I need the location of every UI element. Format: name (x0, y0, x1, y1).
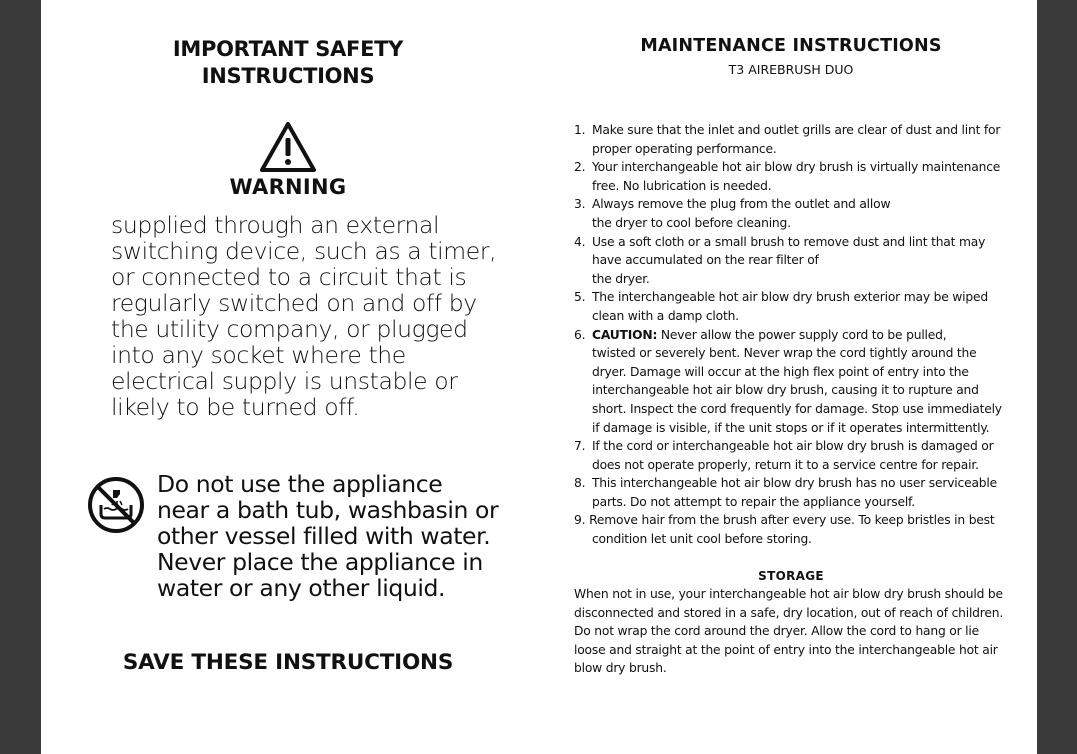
bath-text-line: Do not use the appliance (157, 470, 443, 498)
maintenance-steps-list (574, 121, 1004, 549)
maintenance-step (574, 195, 1004, 232)
step-number: 7. (574, 439, 586, 454)
step-text-line: dryer. Damage will occur at the high flex point of entry into the (592, 364, 969, 379)
maintenance-step (574, 158, 1004, 195)
step-text-line: have accumulated on the rear filter of (592, 253, 819, 268)
step-text-line: clean with a damp cloth. (592, 308, 739, 323)
storage-text-line: blow dry brush. (574, 661, 667, 676)
safety-title-line2: INSTRUCTIONS (201, 64, 375, 88)
storage-title: STORAGE (758, 569, 824, 583)
step-text-line: Use a soft cloth or a small brush to remove dust and lint that may (592, 234, 986, 249)
warning-text-line: likely to be turned off. (111, 393, 360, 421)
maintenance-step (574, 511, 1004, 548)
warning-text-line: into any socket where the (111, 341, 406, 369)
bath-text-line: water or any other liquid. (157, 574, 446, 602)
bath-text-line: Never place the appliance in (157, 548, 483, 576)
step-number: 1. (574, 123, 586, 137)
step-text-line: the dryer. (592, 271, 650, 286)
storage-text-line: loose and straight at the point of entry into the interchangeable hot air (574, 642, 998, 657)
storage-text-line: Do not wrap the cord around the dryer. Allow the cord to hang or lie (574, 624, 979, 639)
warning-text-line: switching device, such as a timer, (111, 237, 497, 265)
step-text-line: parts. Do not attempt to repair the appliance yourself. (592, 494, 915, 509)
step-text-line (592, 326, 1004, 345)
warning-label: WARNING (229, 175, 347, 199)
warning-text-line: regularly switched on and off by (111, 289, 477, 317)
caution-label: CAUTION: (592, 327, 658, 342)
bath-text-line: near a bath tub, washbasin or (157, 496, 499, 524)
step-text-line: condition let unit cool before storing. (592, 532, 812, 547)
step-text: Remove hair from the brush after every use. To keep bristles in best (589, 513, 995, 528)
manual-page-spread (41, 0, 1037, 754)
maintenance-step (574, 233, 1004, 289)
step-text-line: Make sure that the inlet and outlet grills are clear of dust and lint for (592, 123, 1001, 137)
maintenance-step (574, 474, 1004, 511)
step-text-line: short. Inspect the cord frequently for damage. Stop use immediately (592, 401, 1002, 416)
step-text-line: free. No lubrication is needed. (592, 178, 772, 193)
step-text-line (574, 511, 1004, 530)
save-instructions-title: SAVE THESE INSTRUCTIONS (122, 650, 454, 675)
caution-text: Never allow the power supply cord to be pulled, (657, 327, 947, 342)
step-text-line: Always remove the plug from the outlet and allow (592, 197, 891, 212)
step-text-line: twisted or severely bent. Never wrap the cord tightly around the (592, 346, 977, 361)
no-bath-water-icon (87, 476, 145, 534)
maintenance-step (574, 288, 1004, 325)
warning-text-line: supplied through an external (111, 211, 440, 239)
maintenance-step (574, 121, 1004, 158)
step-number: 6. (574, 327, 586, 342)
warning-text-line: the utility company, or plugged (111, 315, 468, 343)
warning-text-line: or connected to a circuit that is (111, 263, 467, 291)
step-number: 2. (574, 160, 586, 175)
safety-title (161, 36, 415, 90)
step-text-line: The interchangeable hot air blow dry brush exterior may be wiped (592, 290, 988, 305)
warning-text-line: electrical supply is unstable or (111, 367, 458, 395)
step-text-line: If the cord or interchangeable hot air blow dry brush is damaged or (592, 439, 994, 454)
maintenance-step (574, 437, 1004, 474)
step-text-line: proper operating performance. (592, 141, 777, 156)
warning-text (111, 212, 511, 420)
step-text-line: does not operate properly, return it to a service centre for repair. (592, 457, 979, 472)
step-number: 5. (574, 290, 586, 305)
step-number: 9. (574, 513, 586, 528)
storage-text (574, 585, 1006, 678)
warning-triangle-icon (259, 121, 317, 173)
storage-text-line: disconnected and stored in a safe, dry location, out of reach of children. (574, 605, 1004, 620)
step-number: 8. (574, 476, 586, 491)
safety-title-line1: IMPORTANT SAFETY (172, 37, 404, 61)
step-number: 3. (574, 197, 586, 212)
step-text-line: This interchangeable hot air blow dry brush has no user serviceable (592, 476, 997, 491)
step-text-line: interchangeable hot air blow dry brush, causing it to rupture and (592, 383, 979, 398)
maintenance-title: MAINTENANCE INSTRUCTIONS (640, 36, 942, 56)
product-subtitle: T3 AIREBRUSH DUO (728, 62, 854, 77)
bath-warning-text (157, 471, 507, 601)
step-text-line: the dryer to cool before cleaning. (592, 215, 791, 230)
step-text-line: if damage is visible, if the unit stops or if it operates intermittently. (592, 420, 990, 435)
step-text-line: Your interchangeable hot air blow dry brush is virtually maintenance (592, 160, 1001, 175)
storage-text-line: When not in use, your interchangeable hot air blow dry brush should be (574, 587, 1003, 601)
bath-text-line: other vessel filled with water. (157, 522, 491, 550)
step-number: 4. (574, 234, 586, 249)
maintenance-step (574, 326, 1004, 438)
